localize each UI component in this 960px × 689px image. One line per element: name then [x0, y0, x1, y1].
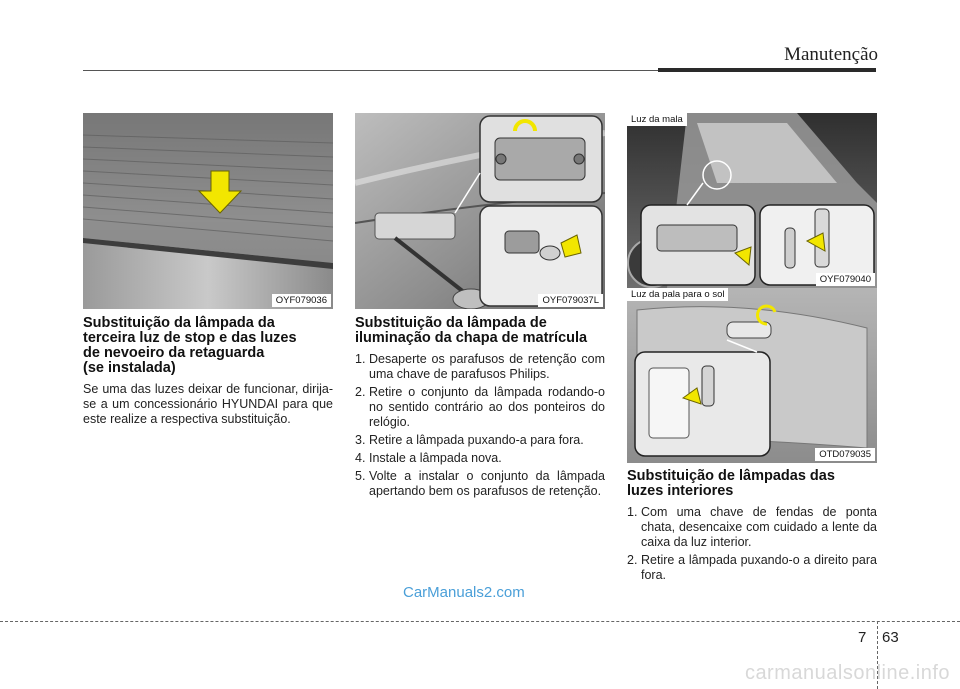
heading-line: luzes interiores — [627, 483, 734, 499]
list-item — [355, 469, 605, 499]
step-number: 1. — [627, 505, 638, 519]
image-code: OYF079037L — [538, 294, 603, 307]
step-number: 5. — [355, 469, 366, 483]
site-watermark: carmanualsonline.info — [744, 662, 950, 684]
photo-license-plate-light — [355, 113, 605, 309]
photo-sun-visor-light — [627, 288, 877, 463]
rear-window-illustration — [83, 113, 333, 309]
heading-line: de nevoeiro da retaguarda — [83, 345, 265, 361]
list-item — [355, 433, 605, 448]
chapter-number: 7 — [858, 629, 867, 646]
image-code: OYF079036 — [272, 294, 331, 307]
steps-list — [627, 505, 877, 583]
list-item — [355, 451, 605, 466]
footer-rule — [0, 621, 960, 622]
page-number: 63 — [882, 629, 899, 646]
heading-line: (se instalada) — [83, 360, 176, 376]
photo-trunk-light — [627, 113, 877, 288]
section-heading — [83, 316, 333, 376]
section-license-plate-light — [355, 316, 605, 502]
section-heading — [355, 316, 605, 346]
header-rule — [83, 70, 658, 71]
sun-visor-illustration — [627, 288, 877, 463]
step-text: Instale a lâmpada nova. — [369, 451, 502, 465]
heading-line: Substituição da lâmpada da — [83, 315, 275, 331]
section-body: Se uma das luzes deixar de funcionar, dirija-se a um concessionário HYUNDAI para que este realize a respectiva substituição. — [83, 382, 333, 426]
step-number: 4. — [355, 451, 366, 465]
watermark-link[interactable]: CarManuals2.com — [403, 584, 525, 601]
header-rule-accent — [658, 68, 876, 72]
list-item — [355, 352, 605, 382]
step-number: 3. — [355, 433, 366, 447]
heading-line: iluminação da chapa de matrícula — [355, 330, 588, 346]
list-item — [627, 505, 877, 550]
step-text: Volte a instalar o conjunto da lâmpada apertando bem os parafusos de retenção. — [369, 469, 605, 498]
steps-list — [355, 352, 605, 499]
step-text: Retire a lâmpada puxando-a para fora. — [369, 433, 584, 447]
step-text: Desaperte os parafusos de retenção com uma chave de parafusos Philips. — [369, 352, 605, 381]
heading-line: Substituição de lâmpadas das — [627, 468, 835, 484]
step-number: 2. — [627, 553, 638, 567]
header-title: Manutenção — [784, 44, 878, 65]
sun-visor-light-label: Luz da pala para o sol — [627, 288, 728, 301]
section-third-brake-light — [83, 316, 333, 427]
section-interior-lights — [627, 469, 877, 586]
license-plate-illustration — [355, 113, 605, 309]
step-number: 2. — [355, 385, 366, 399]
list-item — [627, 553, 877, 583]
step-text: Com uma chave de fendas de ponta chata, desencaixe com cuidado a lente da caixa da luz interior. — [641, 505, 877, 549]
heading-line: terceira luz de stop e das luzes — [83, 330, 297, 346]
photo-third-brake-light — [83, 113, 333, 309]
step-text: Retire o conjunto da lâmpada rodando-o no sentido contrário ao dos ponteiros do relógio. — [369, 385, 605, 429]
trunk-light-label: Luz da mala — [627, 113, 687, 126]
section-heading — [627, 469, 877, 499]
step-text: Retire a lâmpada puxando-o a direito para fora. — [641, 553, 877, 582]
list-item — [355, 385, 605, 430]
trunk-illustration — [627, 113, 877, 288]
image-code: OYF079040 — [816, 273, 875, 286]
image-code: OTD079035 — [815, 448, 875, 461]
heading-line: Substituição da lâmpada de — [355, 315, 547, 331]
step-number: 1. — [355, 352, 366, 366]
